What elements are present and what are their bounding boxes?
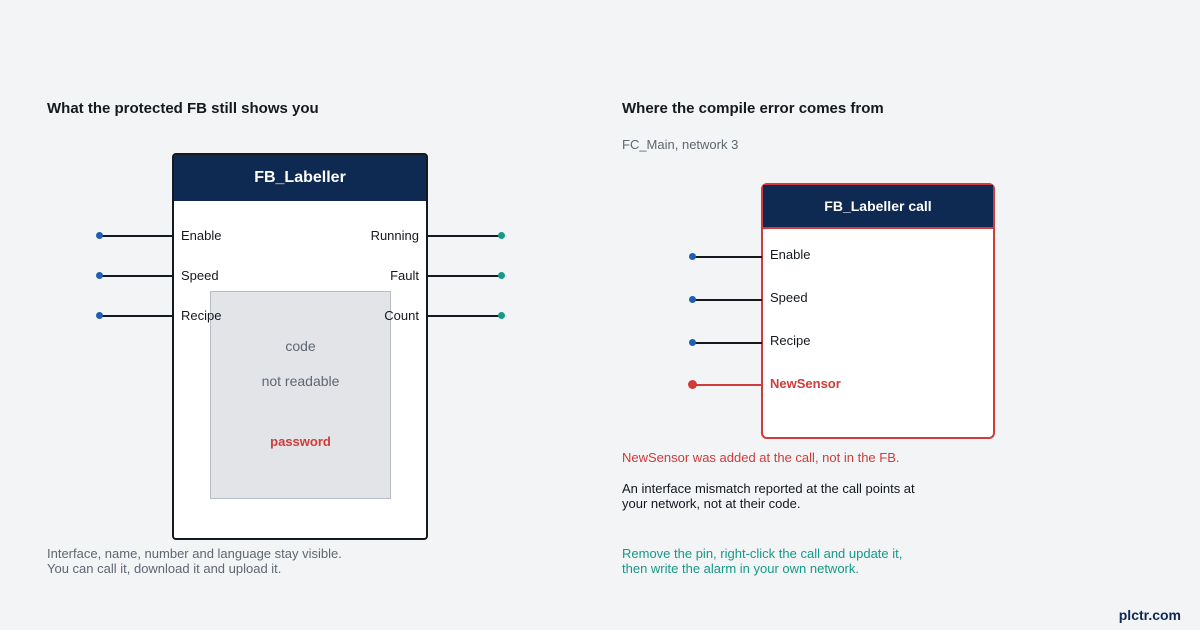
left-note-line1: Interface, name, number and language stay visible.: [47, 546, 342, 561]
output-pin-fault: Fault: [390, 268, 419, 283]
network-location: FC_Main, network 3: [622, 137, 739, 152]
call-wire-newsensor: [692, 384, 762, 386]
input-pin-enable: Enable: [181, 228, 222, 243]
right-heading: Where the compile error comes from: [622, 100, 884, 117]
output-connector-running: [498, 232, 505, 239]
call-wire-recipe: [692, 342, 762, 344]
code-area-password: password: [270, 434, 331, 449]
input-wire-recipe: [99, 315, 173, 317]
fb-labeller-call-title: FB_Labeller call: [763, 185, 993, 229]
input-wire-speed: [99, 275, 173, 277]
output-wire-fault: [427, 275, 501, 277]
fb-labeller-block: [172, 153, 428, 540]
call-connector-recipe: [689, 339, 696, 346]
call-input-pin-newsensor: NewSensor: [770, 376, 841, 391]
brand-logo-text: plctr.com: [1118, 607, 1181, 623]
fb-labeller-title: FB_Labeller: [174, 155, 426, 201]
input-connector-speed: [96, 272, 103, 279]
fix-line2: then write the alarm in your own network.: [622, 561, 859, 576]
code-area-line1: code: [285, 338, 316, 354]
input-pin-speed: Speed: [181, 268, 219, 283]
call-wire-enable: [692, 256, 762, 258]
input-pin-recipe: Recipe: [181, 308, 222, 323]
protected-code-area: [210, 291, 391, 499]
output-pin-running: Running: [370, 228, 419, 243]
explain-line1: An interface mismatch reported at the call points at: [622, 481, 915, 496]
call-input-pin-enable: Enable: [770, 247, 811, 262]
call-wire-speed: [692, 299, 762, 301]
input-wire-enable: [99, 235, 173, 237]
error-note: NewSensor was added at the call, not in the FB.: [622, 450, 900, 465]
call-input-pin-recipe: Recipe: [770, 333, 811, 348]
output-wire-running: [427, 235, 501, 237]
output-connector-count: [498, 312, 505, 319]
input-connector-recipe: [96, 312, 103, 319]
input-connector-enable: [96, 232, 103, 239]
explain-line2: your network, not at their code.: [622, 496, 801, 511]
output-pin-count: Count: [384, 308, 419, 323]
fix-line1: Remove the pin, right-click the call and update it,: [622, 546, 903, 561]
fb-labeller-call-block: [761, 183, 995, 439]
output-wire-count: [427, 315, 501, 317]
left-heading: What the protected FB still shows you: [47, 100, 319, 117]
left-note-line2: You can call it, download it and upload it.: [47, 561, 282, 576]
call-connector-speed: [689, 296, 696, 303]
call-input-pin-speed: Speed: [770, 290, 808, 305]
call-connector-enable: [689, 253, 696, 260]
output-connector-fault: [498, 272, 505, 279]
code-area-line2: not readable: [261, 373, 340, 389]
call-connector-newsensor: [688, 380, 697, 389]
